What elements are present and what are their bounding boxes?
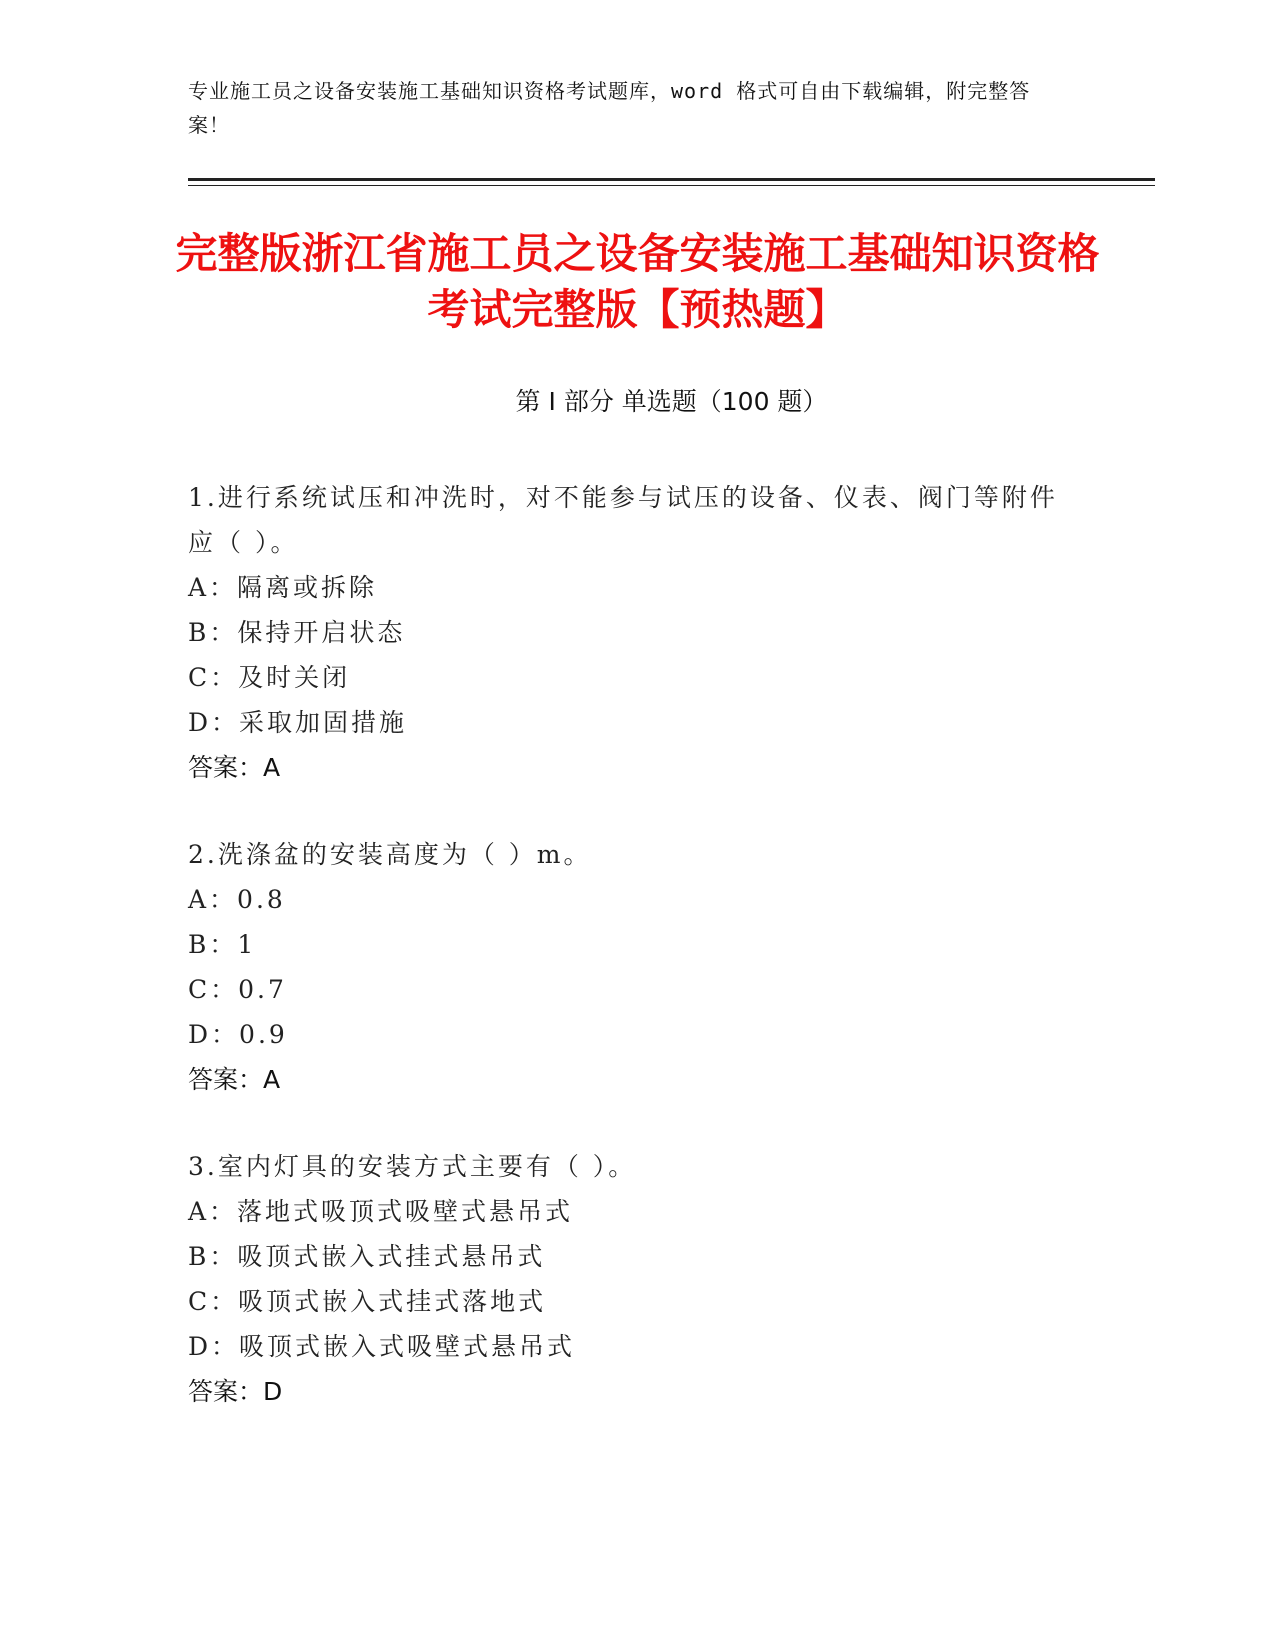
- option-a: A：落地式吸顶式吸壁式悬吊式: [188, 1197, 574, 1226]
- question-3: [188, 1144, 1068, 1414]
- option-a: A：0.8: [188, 885, 286, 914]
- header-note: 专业施工员之设备安装施工基础知识资格考试题库，word 格式可自由下载编辑，附完整答案！: [188, 79, 1031, 137]
- question-1: [188, 475, 1068, 790]
- answer: 答案：A: [188, 753, 281, 782]
- document-title: 完整版浙江省施工员之设备安装施工基础知识资格考试完整版【预热题】: [175, 229, 1100, 334]
- option-c: C：及时关闭: [188, 663, 351, 692]
- option-b: B：保持开启状态: [188, 618, 406, 647]
- option-c: C：吸顶式嵌入式挂式落地式: [188, 1287, 547, 1316]
- option-b: B：吸顶式嵌入式挂式悬吊式: [188, 1242, 546, 1271]
- question-list: [188, 475, 1068, 1456]
- answer: 答案：A: [188, 1065, 281, 1094]
- option-c: C：0.7: [188, 975, 287, 1004]
- answer: 答案：D: [188, 1377, 283, 1406]
- option-b: B：1: [188, 930, 257, 959]
- header-divider-thick: [188, 178, 1155, 181]
- section-heading: 第 I 部分 单选题（100 题）: [515, 387, 828, 416]
- question-stem: 2.洗涤盆的安装高度为（ ）m。: [188, 840, 592, 869]
- option-d: D：采取加固措施: [188, 708, 408, 737]
- option-d: D：0.9: [188, 1020, 288, 1049]
- option-a: A：隔离或拆除: [188, 573, 378, 602]
- question-2: [188, 832, 1068, 1102]
- header-divider-thin: [188, 185, 1155, 186]
- question-stem: 3.室内灯具的安装方式主要有（ ）。: [188, 1152, 637, 1181]
- option-d: D：吸顶式嵌入式吸壁式悬吊式: [188, 1332, 576, 1361]
- question-stem: 1.进行系统试压和冲洗时，对不能参与试压的设备、仪表、阀门等附件应（ ）。: [188, 483, 1058, 557]
